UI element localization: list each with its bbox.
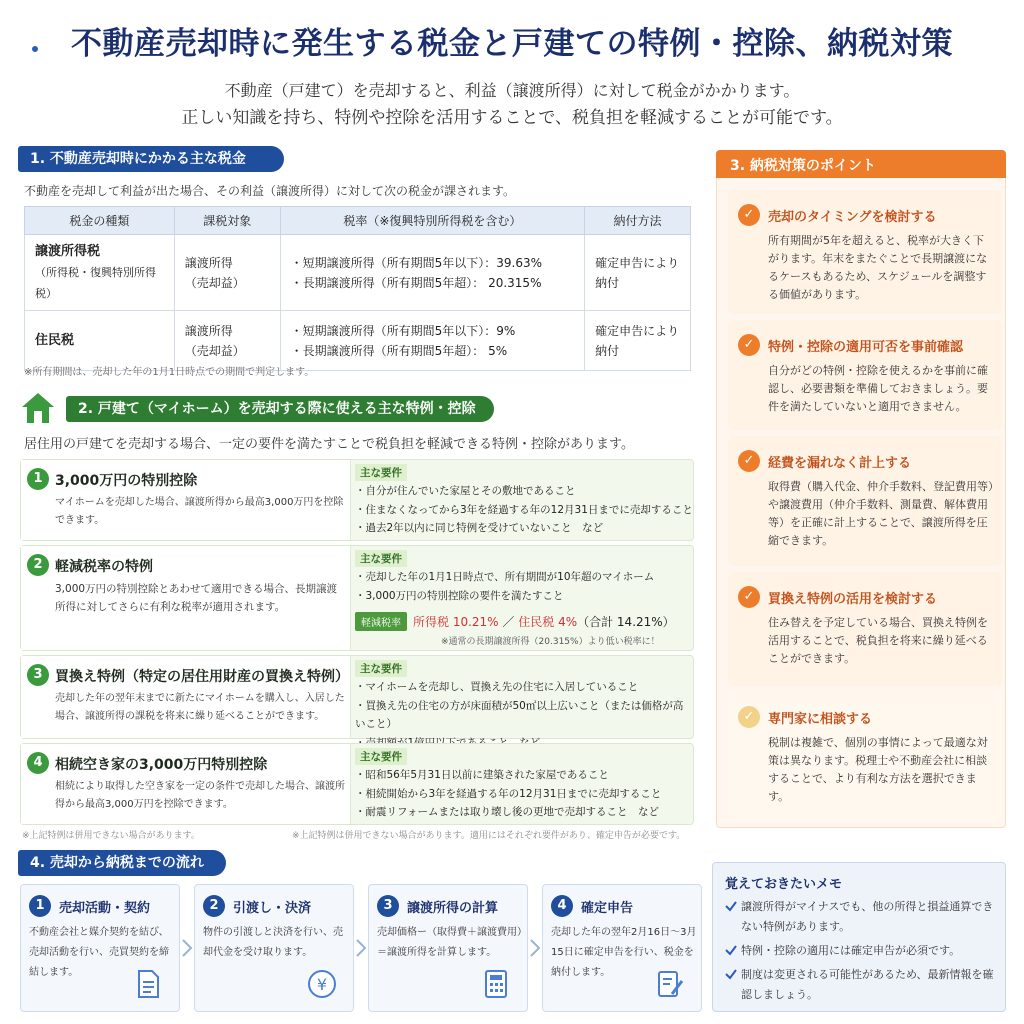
step-number: 1 bbox=[29, 895, 51, 917]
check-icon bbox=[725, 944, 737, 956]
requirements-list bbox=[355, 766, 693, 822]
tip-body: 所有期間が5年を超えると、税率が大きく下がります。年末をまたぐことで長期譲渡になるケースもあるため、スケジュールを調整する価値があります。 bbox=[768, 234, 988, 301]
tip-card-2 bbox=[728, 320, 1002, 430]
memo-item-text: 譲渡所得がマイナスでも、他の所得と損益通算できない特例があります。 bbox=[741, 900, 994, 933]
check-icon bbox=[725, 968, 737, 980]
tax-pay: 確定申告により bbox=[595, 323, 680, 338]
card-number: 3 bbox=[27, 664, 49, 686]
tax-rate-cell bbox=[280, 235, 585, 311]
tip-title: 特例・控除の適用可否を事前確認 bbox=[768, 340, 964, 355]
memo-item-text: 特例・控除の適用には確定申告が必須です。 bbox=[741, 944, 961, 957]
memo-list bbox=[725, 897, 1001, 1009]
tax-kind: 譲渡所得税 bbox=[35, 244, 101, 259]
step-number: 4 bbox=[551, 895, 573, 917]
tax-pay-sub: 納付 bbox=[595, 343, 620, 358]
requirements-tag: 主な要件 bbox=[355, 464, 407, 481]
svg-text:¥: ¥ bbox=[316, 975, 328, 994]
card-description: 売却した年の翌年末までに新たにマイホームを購入し、入居した場合、譲渡所得の課税を将来に繰り延べることができます。 bbox=[55, 693, 345, 722]
section3-heading: 3. 納税対策のポイント bbox=[716, 150, 1006, 178]
reduced-rate-row bbox=[355, 612, 675, 631]
tip-title: 経費を漏れなく計上する bbox=[768, 456, 912, 471]
requirements-tag: 主な要件 bbox=[355, 748, 407, 765]
special-card-4 bbox=[20, 743, 694, 825]
requirements-list bbox=[355, 678, 693, 752]
tip-card-3 bbox=[728, 436, 1002, 566]
col-header: 税率（※復興特別所得税を含む） bbox=[280, 207, 585, 235]
card-title: 3,000万円の特別控除 bbox=[55, 473, 198, 489]
check-icon: ✓ bbox=[738, 204, 760, 226]
requirement-item: ・売却した年の1月1日時点で、所有期間が10年超のマイホーム bbox=[355, 571, 655, 583]
tax-rate-short: ・短期譲渡所得（所有期間5年以下）：9% bbox=[290, 323, 516, 338]
tip-body: 自分がどの特例・控除を使えるかを事前に確認し、必要書類を準備しておきましょう。要件を満たしていないと適用できません。 bbox=[768, 364, 988, 413]
tip-title: 買換え特例の活用を検討する bbox=[768, 592, 938, 607]
tax-pay-sub: 納付 bbox=[595, 275, 620, 290]
memo-item-text: 制度は変更される可能性があるため、最新情報を確認しましょう。 bbox=[741, 968, 994, 1001]
special-card-2 bbox=[20, 545, 694, 651]
requirement-item: ・昭和56年5月31日以前に建築された家屋であること bbox=[355, 769, 609, 781]
card-title: 相続空き家の3,000万円特別控除 bbox=[55, 757, 268, 773]
check-icon: ✓ bbox=[738, 706, 760, 728]
rate-income: 所得税 10.21% bbox=[413, 615, 499, 629]
requirement-item: ・耐震リフォームまたは取り壊し後の更地で売却すること など bbox=[355, 806, 659, 818]
page-title: 不動産売却時に発生する税金と戸建ての特例・控除、納税対策 bbox=[71, 26, 953, 62]
tax-kind-sub: （所得税・復興特別所得税） bbox=[35, 266, 156, 300]
step-number: 2 bbox=[203, 895, 225, 917]
arrow-right-icon bbox=[180, 938, 194, 958]
rate-separator: ／ bbox=[502, 615, 515, 629]
section1-note: ※所有期間は、売却した年の1月1日時点での期間で判定します。 bbox=[24, 367, 315, 378]
section1-heading: 1. 不動産売却時にかかる主な税金 bbox=[18, 146, 284, 172]
section4-heading: 4. 売却から納税までの流れ bbox=[18, 850, 226, 876]
requirement-item: ・3,000万円の特別控除の要件を満たすこと bbox=[355, 589, 564, 602]
step-title: 譲渡所得の計算 bbox=[407, 901, 499, 916]
tip-card-4 bbox=[728, 572, 1002, 686]
arrow-right-icon bbox=[354, 938, 368, 958]
memo-box bbox=[712, 862, 1006, 1012]
flow-step-4 bbox=[542, 884, 702, 1012]
lead-text-1: 不動産（戸建て）を売却すると、利益（譲渡所得）に対して税金がかかります。 bbox=[224, 81, 800, 100]
rate-resident: 住民税 4% bbox=[518, 615, 578, 629]
section1-intro: 不動産を売却して利益が出た場合、その利益（譲渡所得）に対して次の税金が課されます。 bbox=[24, 184, 516, 198]
tip-title: 売却のタイミングを検討する bbox=[768, 210, 937, 225]
requirements-list bbox=[355, 482, 693, 538]
tip-card-1 bbox=[728, 190, 1002, 314]
calculator-icon bbox=[481, 969, 511, 999]
step-body: 売却価格ー（取得費＋譲渡費用）＝譲渡所得を計算します。 bbox=[377, 927, 522, 958]
card-number: 1 bbox=[27, 468, 49, 490]
step-body: 売却した年の翌年2月16日〜3月15日に確定申告を行い、税金を納付します。 bbox=[551, 927, 697, 978]
check-icon: ✓ bbox=[738, 334, 760, 356]
tip-card-5 bbox=[728, 692, 1002, 820]
memo-item bbox=[725, 941, 1001, 961]
tax-target-cell bbox=[174, 235, 280, 311]
tip-body: 税制は複雑で、個別の事情によって最適な対策は異なります。税理士や不動産会社に相談することで、より有利な方法を選択できます。 bbox=[768, 736, 988, 803]
tax-rate-short: ・短期譲渡所得（所有期間5年以下）：39.63% bbox=[290, 255, 543, 270]
tip-body: 取得費（購入代金、仲介手数料、登記費用等）や譲渡費用（仲介手数料、測量費、解体費用等）を正確に計上することで、譲渡所得を圧縮できます。 bbox=[768, 480, 994, 547]
card-description: 相続により取得した空き家を一定の条件で売却した場合、譲渡所得から最高3,000万円を控除できます。 bbox=[55, 781, 345, 810]
requirements-tag: 主な要件 bbox=[355, 660, 407, 677]
section2-heading: 2. 戸建て（マイホーム）を売却する際に使える主な特例・控除 bbox=[66, 396, 494, 422]
check-icon bbox=[725, 900, 737, 912]
col-header: 納付方法 bbox=[585, 207, 691, 235]
memo-item bbox=[725, 965, 1001, 1005]
arrow-right-icon bbox=[528, 938, 542, 958]
step-title: 確定申告 bbox=[581, 901, 634, 916]
step-title: 売却活動・契約 bbox=[59, 901, 151, 916]
requirements-tag: 主な要件 bbox=[355, 550, 407, 567]
step-number: 3 bbox=[377, 895, 399, 917]
requirement-item: ・マイホームを売却し、買換え先の住宅に入居していること bbox=[355, 681, 639, 693]
col-header: 課税対象 bbox=[174, 207, 280, 235]
requirement-item: ・住まなくなってから3年を経過する年の12月31日までに売却すること bbox=[355, 503, 693, 516]
check-icon: ✓ bbox=[738, 586, 760, 608]
section2-footnote-right: ※上記特例は併用できない場合があります。適用にはそれぞれ要件があり、確定申告が必要です。 bbox=[292, 831, 686, 841]
flow-step-3 bbox=[368, 884, 528, 1012]
tax-pay: 確定申告により bbox=[595, 255, 680, 270]
tax-table-header bbox=[25, 207, 691, 235]
step-body: 不動産会社と媒介契約を結び、売却活動を行い、売買契約を締結します。 bbox=[29, 927, 169, 978]
tip-body: 住み替えを予定している場合、買換え特例を活用することで、税負担を将来に繰り延べることができます。 bbox=[768, 616, 988, 665]
special-card-3 bbox=[20, 655, 694, 739]
step-body: 物件の引渡しと決済を行い、売却代金を受け取ります。 bbox=[203, 927, 343, 958]
section2-footnote-left: ※上記特例は併用できない場合があります。 bbox=[22, 831, 200, 841]
card-number: 4 bbox=[27, 752, 49, 774]
document-icon bbox=[133, 969, 163, 999]
tax-pay-cell bbox=[585, 235, 691, 311]
house-icon bbox=[20, 390, 56, 426]
tax-rate-cell bbox=[280, 311, 585, 371]
memo-title: 覚えておきたいメモ bbox=[725, 877, 843, 892]
table-row bbox=[25, 235, 691, 311]
tax-kind-cell bbox=[25, 235, 175, 311]
section2-intro: 居住用の戸建てを売却する場合、一定の要件を満たすことで税負担を軽減できる特例・控除があります。 bbox=[24, 437, 634, 452]
tax-table bbox=[24, 206, 691, 371]
check-icon: ✓ bbox=[738, 450, 760, 472]
tax-kind: 住民税 bbox=[35, 333, 75, 348]
requirement-item: ・買換え先の住宅の方が床面積が50㎡以上広いこと（または価格が高いこと） bbox=[355, 699, 684, 730]
card-title: 軽減税率の特例 bbox=[55, 559, 153, 575]
requirement-item: ・過去2年以内に同じ特例を受けていないこと など bbox=[355, 522, 604, 534]
rate-note: ※通常の長期譲渡所得（20.315%）より低い税率に！ bbox=[441, 637, 660, 647]
card-number: 2 bbox=[27, 554, 49, 576]
requirement-item: ・相続開始から3年を経過する年の12月31日までに売却すること bbox=[355, 787, 662, 800]
memo-item bbox=[725, 897, 1001, 937]
tax-target-sub: （売却益） bbox=[184, 275, 245, 290]
yen-icon bbox=[307, 969, 337, 999]
tax-target: 譲渡所得 bbox=[184, 323, 233, 338]
tax-target-cell bbox=[174, 311, 280, 371]
tip-title: 専門家に相談する bbox=[768, 712, 873, 727]
card-description: マイホームを売却した場合、譲渡所得から最高3,000万円を控除できます。 bbox=[55, 497, 344, 526]
step-title: 引渡し・決済 bbox=[233, 901, 312, 916]
tax-target: 譲渡所得 bbox=[184, 255, 233, 270]
requirement-item: ・自分が住んでいた家屋とその敷地であること bbox=[355, 485, 576, 497]
rate-total: （合計 14.21%） bbox=[577, 615, 675, 629]
tax-pay-cell bbox=[585, 311, 691, 371]
tax-rate-long: ・長期譲渡所得（所有期間5年超）： 20.315% bbox=[290, 275, 542, 290]
form-pen-icon bbox=[655, 969, 685, 999]
tax-target-sub: （売却益） bbox=[184, 343, 245, 358]
card-description: 3,000万円の特別控除とあわせて適用できる場合、長期譲渡所得に対してさらに有利な税率が適用されます。 bbox=[55, 583, 338, 613]
flow-step-2 bbox=[194, 884, 354, 1012]
flow-step-1 bbox=[20, 884, 180, 1012]
tax-kind-cell bbox=[25, 311, 175, 371]
requirements-list bbox=[355, 568, 693, 605]
card-title: 買換え特例（特定の居住用財産の買換え特例） bbox=[55, 669, 349, 685]
special-card-1 bbox=[20, 459, 694, 541]
table-row bbox=[25, 311, 691, 371]
col-header: 税金の種類 bbox=[25, 207, 175, 235]
lead-text-2: 正しい知識を持ち、特例や控除を活用することで、税負担を軽減することが可能です。 bbox=[181, 108, 843, 128]
reduced-rate-tag: 軽減税率 bbox=[355, 612, 407, 631]
tax-rate-long: ・長期譲渡所得（所有期間5年超）： 5% bbox=[290, 343, 508, 358]
